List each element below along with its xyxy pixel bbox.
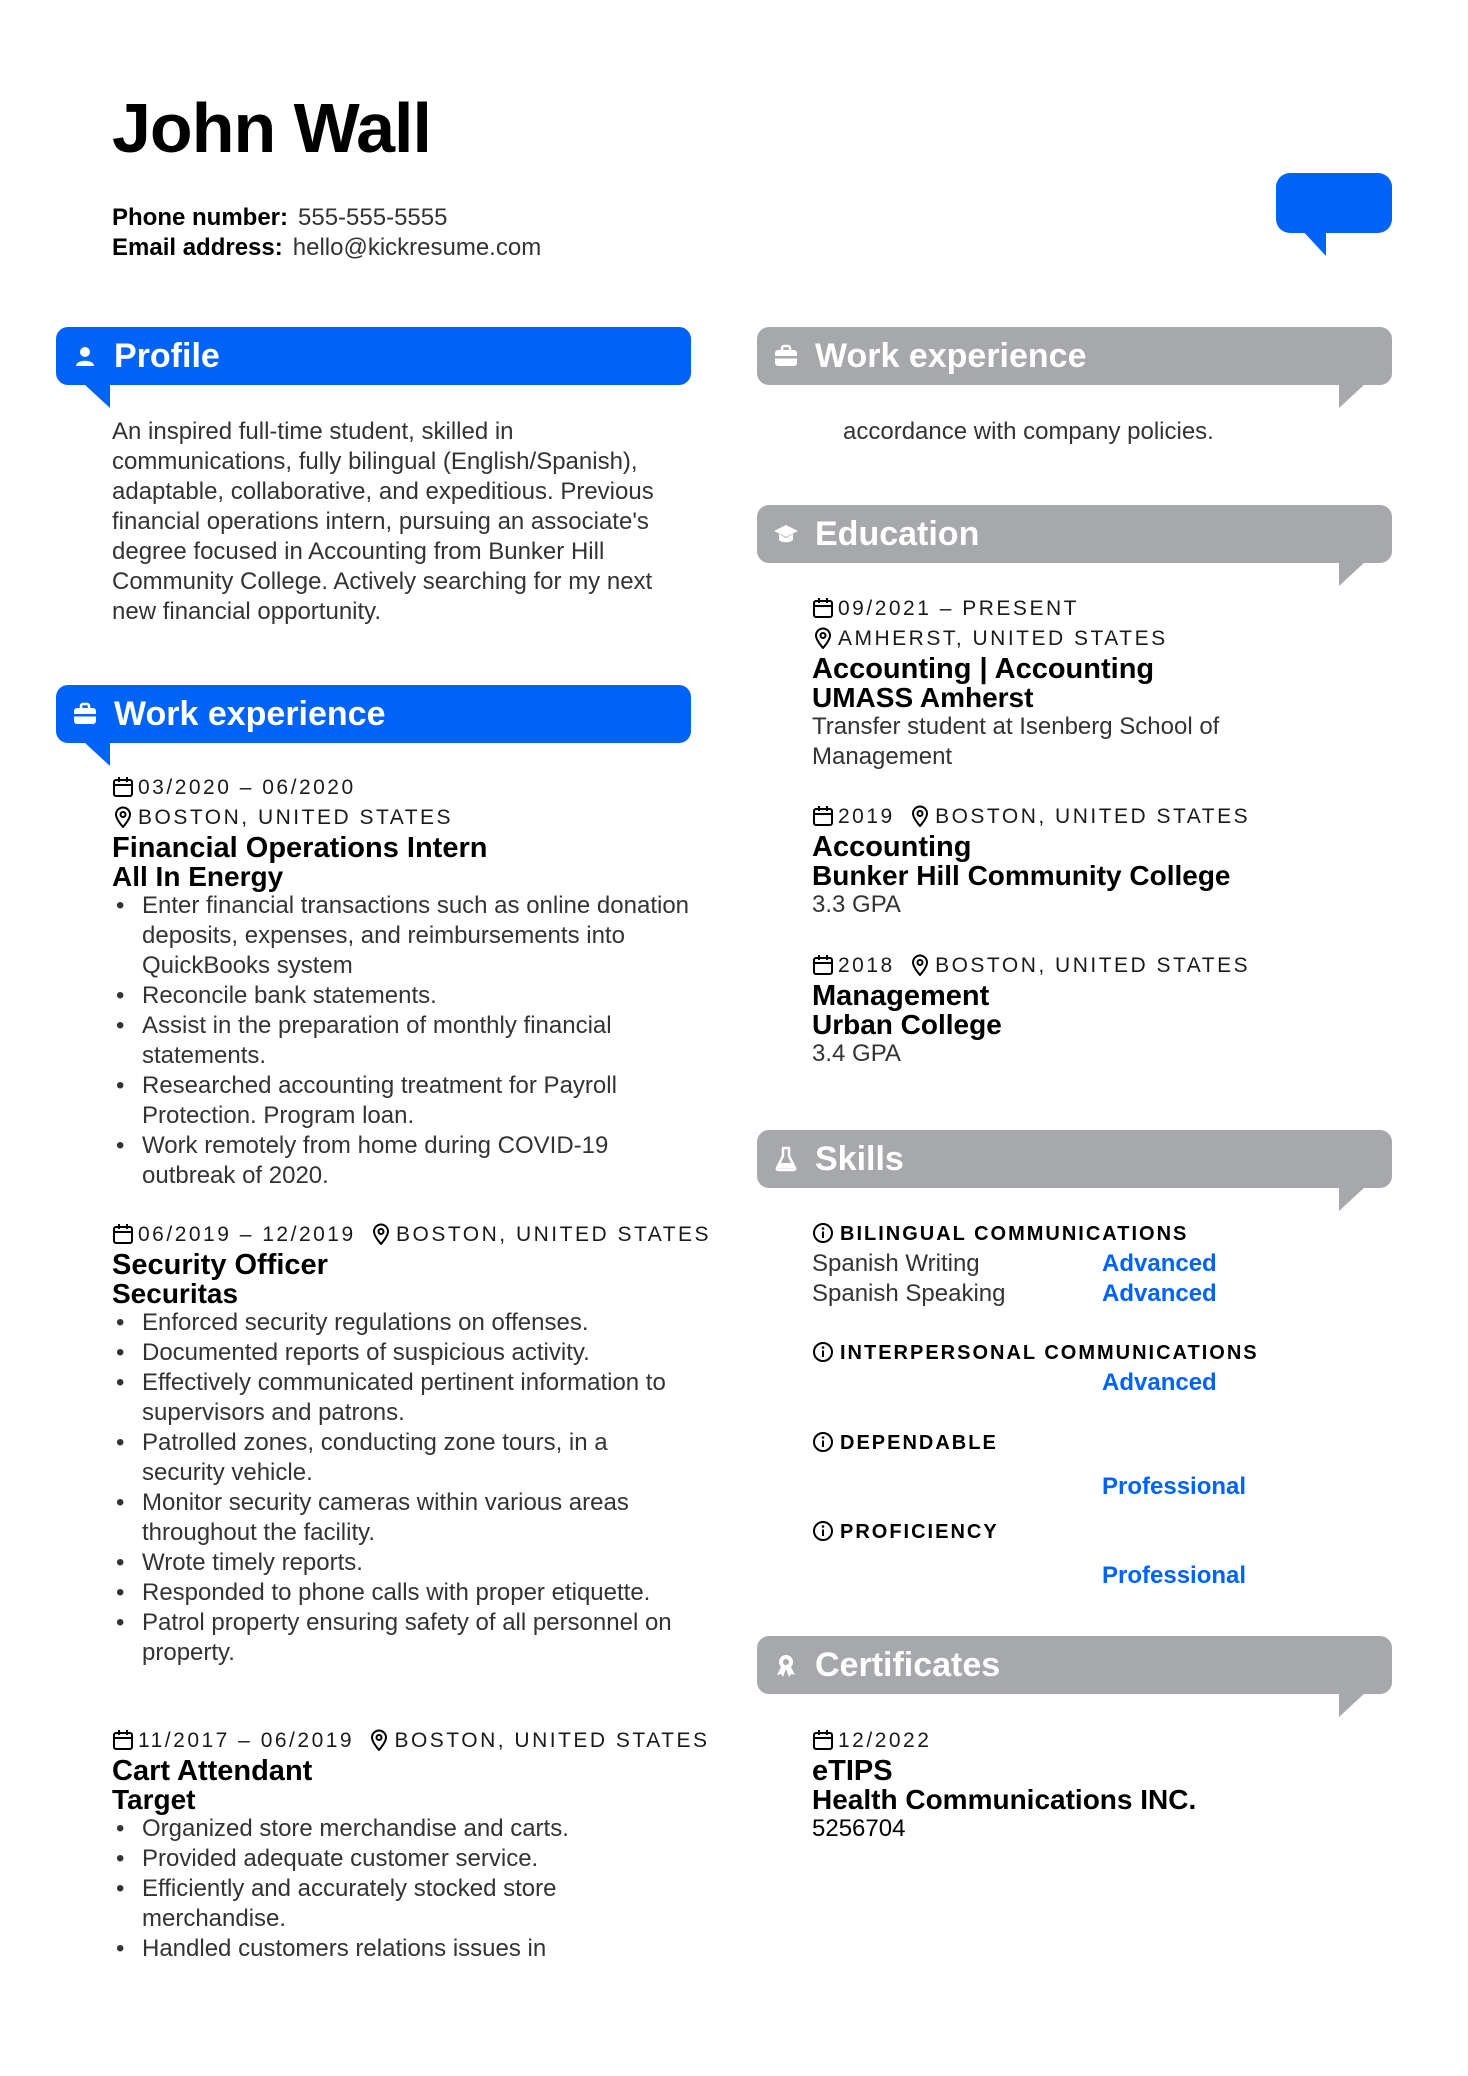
- calendar-icon: [812, 597, 834, 619]
- flask-icon: [773, 1146, 799, 1172]
- job-entry: [112, 1220, 712, 1668]
- skill-level: Advanced: [1102, 1369, 1217, 1396]
- edu-dates-line: [812, 802, 1392, 832]
- calendar-icon: [812, 954, 834, 976]
- list-item: • Wrote timely reports.: [112, 1548, 692, 1578]
- skill-row: [812, 1279, 1392, 1309]
- section-tail: [1339, 1187, 1365, 1211]
- section-header-work-continued: [757, 327, 1392, 385]
- location-pin-icon: [909, 805, 931, 827]
- info-icon: [812, 1431, 834, 1453]
- cert-issuer: Health Communications INC.: [812, 1784, 1197, 1815]
- edu-school: UMASS Amherst: [812, 682, 1034, 713]
- skill-group: [812, 1428, 1392, 1502]
- edu-dates: 2019: [838, 805, 895, 828]
- skill-level: Advanced: [1102, 1280, 1217, 1307]
- skill-group-title: [812, 1517, 1392, 1547]
- skill-group: [812, 1517, 1392, 1591]
- list-item: • Work remotely from home during COVID-19 outbreak of 2020.: [112, 1131, 692, 1191]
- education-title: Education: [815, 515, 980, 553]
- info-icon: [812, 1222, 834, 1244]
- skill-group-title: [812, 1338, 1392, 1368]
- location-pin-icon: [812, 627, 834, 649]
- job-dates-line: [112, 1726, 710, 1756]
- job-bullets: [112, 1814, 692, 1964]
- candidate-name: John Wall: [112, 89, 431, 167]
- calendar-icon: [112, 776, 134, 798]
- skill-level: Professional: [1102, 1562, 1247, 1589]
- email-label: Email address:: [112, 234, 283, 261]
- job-location: BOSTON, UNITED STATES: [394, 1729, 710, 1752]
- list-item: • Organized store merchandise and carts.: [112, 1814, 692, 1844]
- list-item: • Effectively communicated pertinent information to supervisors and patrons.: [112, 1368, 692, 1428]
- section-header-certificates: [757, 1636, 1392, 1694]
- skill-group-title: [812, 1219, 1392, 1249]
- edu-degree: Accounting | Accounting: [812, 653, 1155, 685]
- edu-note: 3.4 GPA: [812, 1040, 901, 1067]
- section-tail: [1339, 562, 1365, 586]
- list-item: • Monitor security cameras within various areas throughout the facility.: [112, 1488, 692, 1548]
- location-pin-icon: [112, 806, 134, 828]
- skill-group: [812, 1338, 1392, 1398]
- section-tail: [84, 384, 110, 408]
- cert-date-line: [812, 1726, 1392, 1756]
- edu-dates: 09/2021 – PRESENT: [838, 597, 1079, 620]
- skills-title: Skills: [815, 1140, 904, 1178]
- job-role: Cart Attendant: [112, 1755, 313, 1787]
- edu-school: Bunker Hill Community College: [812, 860, 1231, 891]
- job-role: Security Officer: [112, 1249, 328, 1281]
- skill-row: [812, 1561, 1392, 1591]
- edu-location: BOSTON, UNITED STATES: [935, 805, 1251, 828]
- skill-label: Spanish Speaking: [812, 1280, 1006, 1307]
- skill-row: [812, 1368, 1392, 1398]
- briefcase-icon: [72, 701, 98, 727]
- calendar-icon: [112, 1729, 134, 1751]
- list-item: • Enforced security regulations on offenses.: [112, 1308, 692, 1338]
- graduation-cap-icon: [773, 521, 799, 547]
- info-icon: [812, 1520, 834, 1542]
- email-value: hello@kickresume.com: [292, 234, 542, 261]
- skill-group-name: PROFICIENCY: [840, 1521, 999, 1543]
- skill-group-name: BILINGUAL COMMUNICATIONS: [840, 1223, 1189, 1245]
- skill-group-name: DEPENDABLE: [840, 1432, 998, 1454]
- speech-bubble-icon: [1276, 173, 1392, 233]
- list-item: • Assist in the preparation of monthly financial statements.: [112, 1011, 692, 1071]
- job-company: All In Energy: [112, 861, 284, 892]
- work-title: Work experience: [114, 695, 386, 733]
- job-dates-line: [112, 773, 692, 803]
- job-dates: 03/2020 – 06/2020: [138, 776, 356, 799]
- edu-location: AMHERST, UNITED STATES: [838, 627, 1168, 650]
- job-dates: 06/2019 – 12/2019: [138, 1223, 356, 1246]
- section-tail: [84, 742, 110, 766]
- cert-name: eTIPS: [812, 1755, 893, 1787]
- calendar-icon: [112, 1223, 134, 1245]
- job-bullets: [112, 891, 692, 1191]
- phone-line: [112, 203, 447, 233]
- phone-value: 555-555-5555: [298, 204, 448, 231]
- edu-note: 3.3 GPA: [812, 891, 901, 918]
- skill-group-title: [812, 1428, 1392, 1458]
- profile-title: Profile: [114, 337, 220, 375]
- list-item: • Enter financial transactions such as online donation deposits, expenses, and reimbursements into QuickBooks system: [112, 891, 692, 981]
- skill-group-name: INTERPERSONAL COMMUNICATIONS: [840, 1342, 1259, 1364]
- edu-location: BOSTON, UNITED STATES: [935, 954, 1251, 977]
- edu-degree: Management: [812, 980, 990, 1012]
- education-entry: [812, 951, 1392, 1069]
- skill-level: Professional: [1102, 1473, 1247, 1500]
- speech-bubble-tail: [1300, 228, 1326, 256]
- edu-school: Urban College: [812, 1009, 1002, 1040]
- job-location: BOSTON, UNITED STATES: [396, 1223, 712, 1246]
- work-continued-text: accordance with company policies.: [843, 418, 1214, 445]
- section-tail: [1339, 384, 1365, 408]
- list-item: • Efficiently and accurately stocked store merchandise.: [112, 1874, 692, 1934]
- info-icon: [812, 1341, 834, 1363]
- skill-level: Advanced: [1102, 1250, 1217, 1277]
- certificates-title: Certificates: [815, 1646, 1001, 1684]
- list-item: • Provided adequate customer service.: [112, 1844, 692, 1874]
- section-header-education: [757, 505, 1392, 563]
- skill-row: [812, 1472, 1392, 1502]
- award-icon: [773, 1652, 799, 1678]
- job-location-line: [112, 803, 692, 833]
- edu-dates-line: [812, 594, 1392, 624]
- job-company: Securitas: [112, 1278, 239, 1309]
- location-pin-icon: [370, 1223, 392, 1245]
- edu-dates-line: [812, 951, 1392, 981]
- calendar-icon: [812, 1729, 834, 1751]
- section-header-work: [56, 685, 691, 743]
- cert-date: 12/2022: [838, 1729, 932, 1752]
- skill-group: [812, 1219, 1392, 1309]
- briefcase-icon: [773, 343, 799, 369]
- job-company: Target: [112, 1784, 196, 1815]
- profile-text: An inspired full-time student, skilled in communications, fully bilingual (English/Spanish), adaptable, collaborative, and expeditious. Previous financial operations intern, pursuing an associate's degree focused in Accounting from Bunker Hill Community College. Actively searching for my next new financial opportunity.: [112, 418, 654, 625]
- education-entry: [812, 594, 1392, 772]
- job-location: BOSTON, UNITED STATES: [138, 806, 454, 829]
- list-item: • Reconcile bank statements.: [112, 981, 692, 1011]
- list-item: • Researched accounting treatment for Payroll Protection. Program loan.: [112, 1071, 692, 1131]
- job-bullets: [112, 1308, 692, 1668]
- location-pin-icon: [368, 1729, 390, 1751]
- education-entry: [812, 802, 1392, 920]
- list-item: • Patrol property ensuring safety of all personnel on property.: [112, 1608, 692, 1668]
- list-item: • Responded to phone calls with proper etiquette.: [112, 1578, 692, 1608]
- job-role: Financial Operations Intern: [112, 832, 488, 864]
- edu-degree: Accounting: [812, 831, 972, 863]
- user-icon: [72, 343, 98, 369]
- certificate-entry: [812, 1726, 1392, 1844]
- job-dates: 11/2017 – 06/2019: [138, 1729, 355, 1752]
- section-tail: [1339, 1693, 1365, 1717]
- location-pin-icon: [909, 954, 931, 976]
- skill-label: Spanish Writing: [812, 1250, 980, 1277]
- job-entry: [112, 1726, 710, 1964]
- skill-row: [812, 1249, 1392, 1279]
- cert-id: 5256704: [812, 1815, 906, 1842]
- job-entry: [112, 773, 692, 1191]
- email-line: [112, 233, 541, 263]
- work-continued-title: Work experience: [815, 337, 1087, 375]
- edu-note: Transfer student at Isenberg School of Management: [812, 713, 1220, 770]
- section-header-skills: [757, 1130, 1392, 1188]
- list-item: • Handled customers relations issues in: [112, 1934, 692, 1964]
- job-dates-line: [112, 1220, 712, 1250]
- list-item: • Patrolled zones, conducting zone tours, in a security vehicle.: [112, 1428, 692, 1488]
- calendar-icon: [812, 805, 834, 827]
- list-item: • Documented reports of suspicious activity.: [112, 1338, 692, 1368]
- section-header-profile: [56, 327, 691, 385]
- phone-label: Phone number:: [112, 204, 289, 231]
- edu-dates: 2018: [838, 954, 895, 977]
- edu-location-line: [812, 624, 1392, 654]
